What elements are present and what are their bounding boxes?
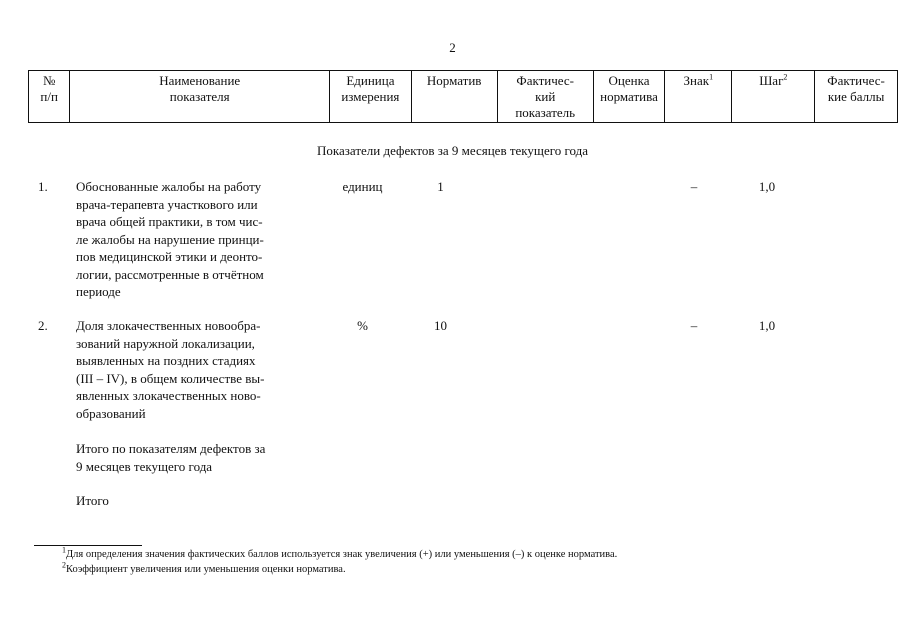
footnote-mark: 2	[62, 560, 66, 570]
column-header-unit: Единица измерения	[330, 71, 412, 123]
column-header-norm-score: Оценка норматива	[593, 71, 664, 123]
row-indicator-name: Обоснованные жалобы на работу врача-терапевта участкового или врача общей практики, в том чис- ле жалобы на нарушение принци- пов медицинской этики и деонто- логии, рассмотренные в отчётном периоде	[76, 179, 264, 299]
footnote-ref-1: 1	[709, 72, 714, 82]
page-number: 2	[449, 40, 456, 55]
row-norm: 1	[437, 179, 444, 194]
footnote-ref-2: 2	[783, 72, 788, 82]
footnote-text: Для определения значения фактических баллов используется знак увеличения (+) или уменьшения (–) к оценке норматива.	[66, 549, 618, 560]
footnote-text: Коэффициент увеличения или уменьшения оценки норматива.	[66, 564, 346, 575]
column-header-norm: Норматив	[411, 71, 497, 123]
row-step: 1,0	[758, 318, 776, 333]
indicator-table-header	[28, 70, 898, 123]
footnote-mark: 1	[62, 545, 66, 555]
section-title: Показатели дефектов за 9 месяцев текущего года	[316, 143, 588, 158]
row-norm: 10	[434, 318, 447, 333]
column-header-step: Шаг$^2$	[732, 71, 815, 123]
row-step: 1,0	[758, 179, 776, 194]
column-header-number: № п/п	[29, 71, 70, 123]
column-header-actual-points: Фактичес- кие баллы	[815, 71, 898, 123]
defects-total-label: Итого по показателям дефектов за 9 месяцев текущего года	[76, 441, 266, 474]
footnote-2	[62, 560, 346, 577]
row-indicator-name: Доля злокачественных новообра- зований наружной локализации, выявленных на поздних стадиях (III – IV), в общем количестве вы- явленных злокачественных ново- образований	[76, 318, 265, 421]
row-sign: –	[690, 318, 698, 333]
footnote-1	[62, 545, 618, 562]
row-sign: –	[690, 179, 698, 194]
column-header-actual-value: Фактичес- кий показатель	[497, 71, 593, 123]
footnote-divider	[34, 545, 142, 546]
row-number: 1.	[38, 179, 48, 194]
row-unit: единиц	[342, 179, 383, 194]
grand-total-label: Итого	[76, 493, 109, 508]
row-unit: %	[357, 318, 368, 333]
row-number: 2.	[38, 318, 48, 333]
column-header-sign: Знак$^1$	[665, 71, 732, 123]
column-header-indicator-name: Наименование показателя	[70, 71, 330, 123]
